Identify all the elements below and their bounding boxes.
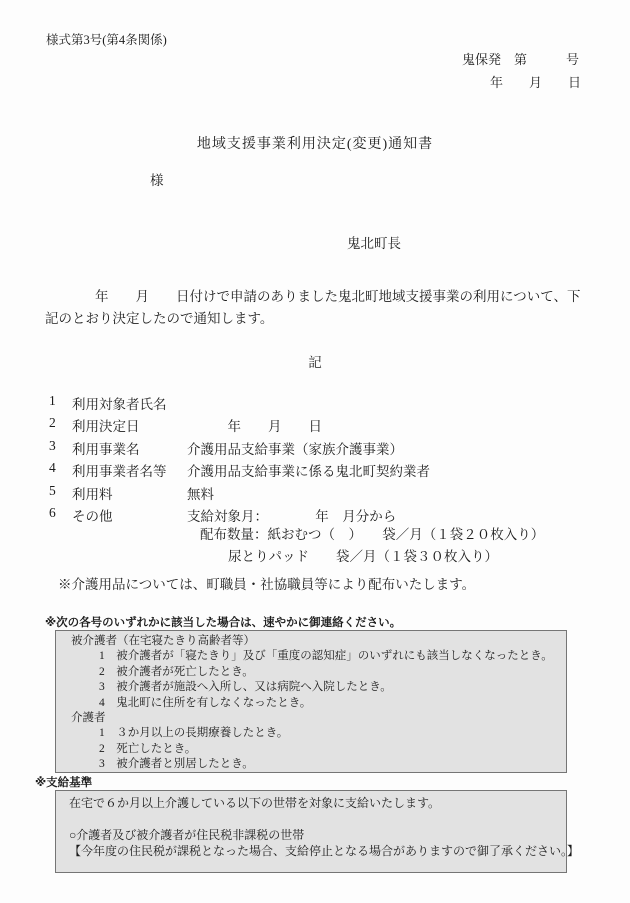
item-value: 介護用品支給事業に係る鬼北町契約業者: [187, 464, 430, 479]
blank-line: [56, 811, 566, 827]
item-number: 3: [49, 438, 56, 453]
item-value: 介護用品支給事業（家族介護事業）: [187, 442, 403, 457]
item-number: 5: [49, 483, 56, 498]
item-label: 利用対象者氏名: [72, 397, 167, 412]
item-number: 4: [49, 460, 56, 475]
decision-item-row: [0, 460, 630, 482]
record-marker: 記: [308, 355, 322, 370]
document-reference-number: 鬼保発 第 号: [462, 52, 580, 67]
criteria-heading: ※支給基準: [35, 777, 93, 789]
supply-note: ※介護用品については、町職員・社協職員等により配布いたします。: [58, 577, 476, 592]
contact-warning: ※次の各号のいずれかに該当した場合は、速やかに御連絡ください。: [45, 617, 402, 629]
item-label: 利用決定日: [72, 419, 140, 434]
termination-conditions-box: [55, 630, 567, 773]
item-label: 利用事業者名等: [72, 464, 167, 479]
caregiver-condition: 1 ３か月以上の長期療養したとき。: [99, 727, 289, 740]
decision-item-row: [0, 505, 630, 527]
criteria-line: 在宅で６か月以上介護している以下の世帯を対象に支給いたします。: [69, 796, 441, 810]
document-date: 年 月 日: [490, 75, 582, 90]
item-label: その他: [72, 509, 113, 524]
item-value: 支給対象月： 年 月分から: [187, 509, 397, 524]
criteria-caution-line: 【今年度の住民税が課税となった場合、支給停止となる場合がありますので御了承ください。】: [69, 844, 580, 858]
caregiver-section-title: 介護者: [71, 712, 106, 725]
form-number: 様式第3号(第4条関係): [46, 33, 167, 47]
care-receiver-condition: 1 被介護者が「寝たきり」及び「重度の認知症」のいずれにも該当しなくなったとき。: [99, 650, 553, 663]
payment-criteria-box: [55, 790, 580, 873]
addressee-honorific: 様: [150, 173, 164, 188]
care-receiver-section-title: 被介護者（在宅寝たきり高齢者等）: [71, 635, 255, 647]
caregiver-condition: 2 死亡したとき。: [99, 742, 197, 755]
criteria-household-line: ○介護者及び被介護者が住民税非課税の世帯: [69, 828, 305, 842]
distribution-quantity-line: 配布数量：紙おむつ（ ） 袋／月（１袋２０枚入り）: [200, 527, 545, 542]
distribution-pad-line: 尿とりパッド 袋／月（１袋３０枚入り）: [228, 549, 498, 564]
caregiver-condition: 3 被介護者と別居したとき。: [99, 758, 254, 771]
decision-item-row: [0, 393, 630, 415]
body-paragraph-line2: 記のとおり決定したので通知します。: [45, 311, 274, 326]
item-label: 利用事業名: [72, 442, 140, 457]
page-title: 地域支援事業利用決定(変更)通知書: [196, 137, 434, 152]
care-receiver-condition: 4 鬼北町に住所を有しなくなったとき。: [99, 696, 312, 709]
item-number: 6: [49, 505, 56, 520]
body-paragraph-line1: 年 月 日付けで申請のありました鬼北町地域支援事業の利用について、下: [95, 289, 581, 304]
item-label: 利用料: [72, 487, 113, 502]
decision-item-row: [0, 415, 630, 437]
sender-name: 鬼北町長: [347, 236, 401, 251]
care-receiver-condition: 2 被介護者が死亡したとき。: [99, 665, 254, 678]
decision-item-row: [0, 483, 630, 505]
item-value: 無料: [187, 487, 214, 502]
item-value: 年 月 日: [187, 419, 322, 434]
item-number: 1: [49, 393, 56, 408]
item-number: 2: [49, 415, 56, 430]
decision-item-row: [0, 438, 630, 460]
care-receiver-condition: 3 被介護者が施設へ入所し、又は病院へ入院したとき。: [99, 681, 392, 694]
